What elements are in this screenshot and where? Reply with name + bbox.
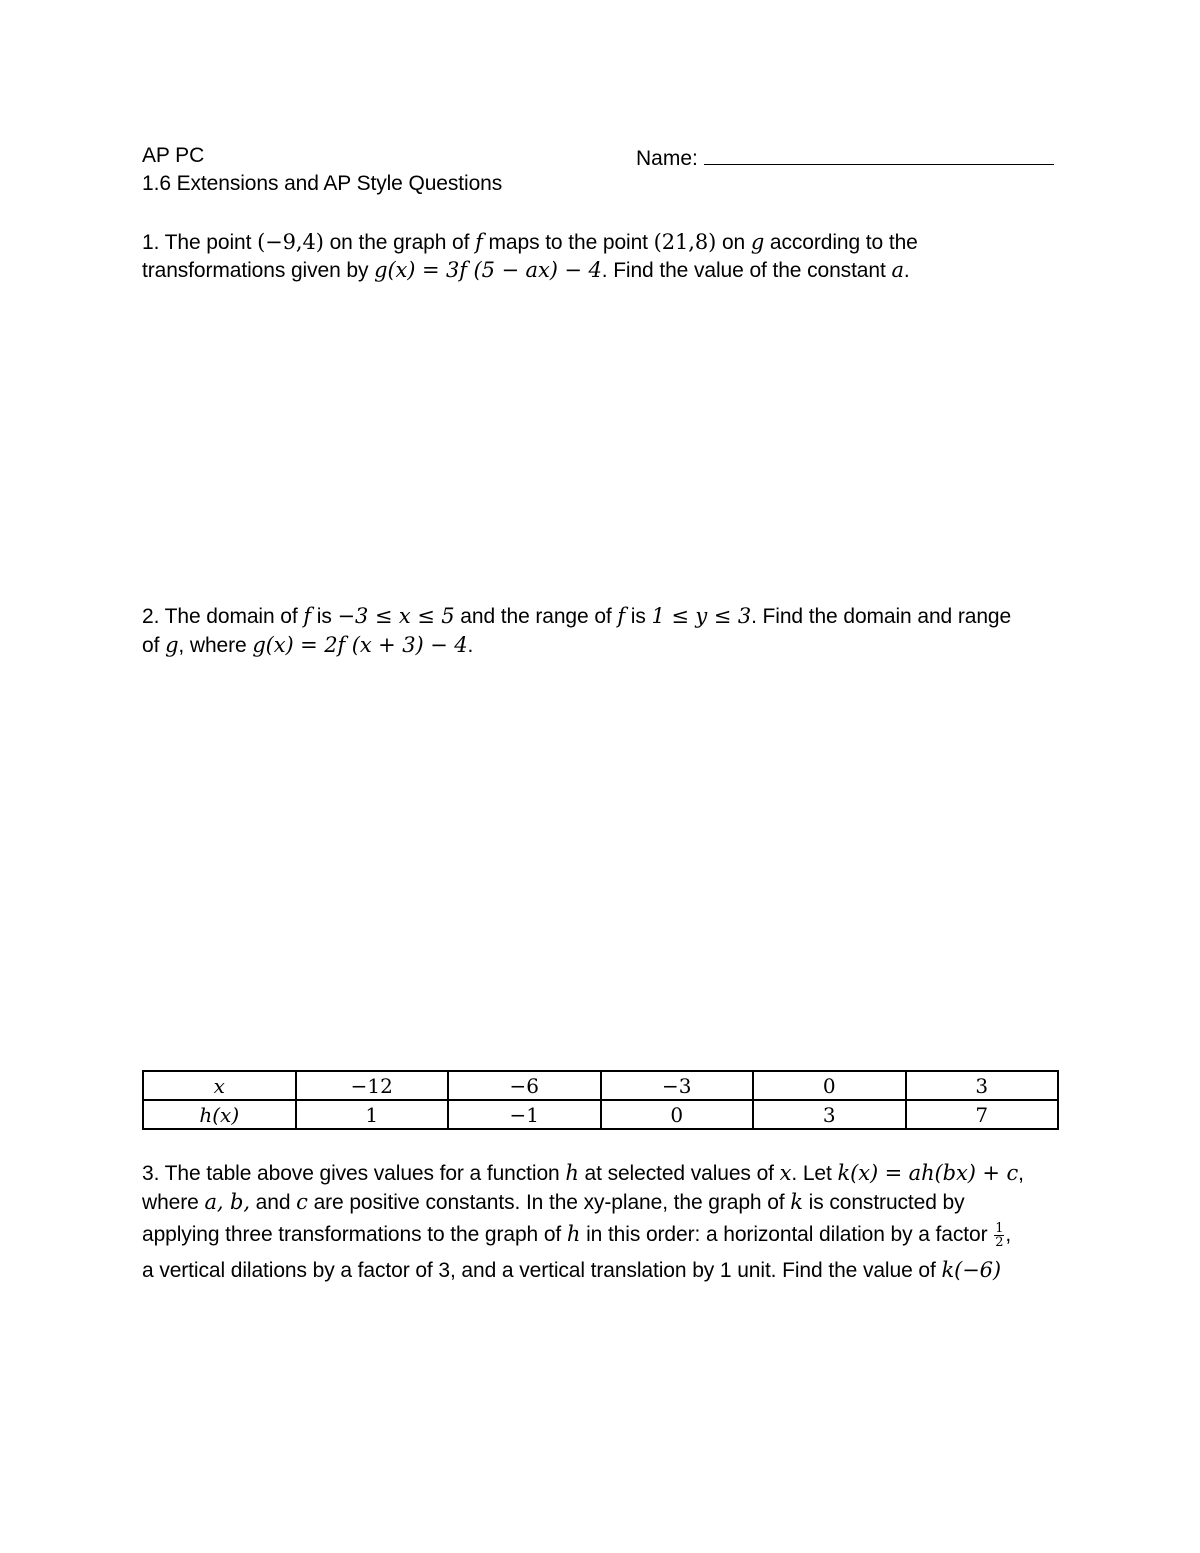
question-2-line-1: 2. The domain of f is −3 ≤ x ≤ 5 and the range of f is 1 ≤ y ≤ 3. Find the domain and range (142, 604, 1012, 628)
question-1-line-1: 1. The point (−9,4) on the graph of f maps to the point (21,8) on g according to the (142, 230, 918, 254)
question-1-line-2: transformations given by g(x) = 3f (5 − ax) − 4. Find the value of the constant a. (142, 258, 910, 282)
table-cell: −6 (448, 1071, 601, 1100)
worksheet-subtitle: 1.6 Extensions and AP Style Questions (142, 172, 503, 195)
question-2-line-2: of g, where g(x) = 2f (x + 3) − 4. (142, 633, 474, 657)
table-cell: 1 (296, 1100, 449, 1129)
q1-equation: g(x) = 3f (5 − ax) − 4 (374, 258, 602, 282)
question-3-line-4: a vertical dilations by a factor of 3, and a vertical translation by 1 unit. Find the value of k(−6) (142, 1258, 1002, 1282)
function-values-table (142, 1070, 1059, 1130)
table-cell: −1 (448, 1100, 601, 1129)
q2-equation: g(x) = 2f (x + 3) − 4 (252, 633, 468, 657)
table-cell: 7 (906, 1100, 1059, 1129)
question-3-line-2: where a, b, and c are positive constants. In the xy-plane, the graph of k is constructed by (142, 1190, 965, 1214)
q3-target-value: k(−6) (941, 1258, 1002, 1282)
table-cell: x (143, 1071, 296, 1100)
q3-equation: k(x) = ah(bx) + c (837, 1161, 1019, 1185)
q1-point-f: (−9,4) (257, 230, 324, 254)
table-cell: h(x) (143, 1100, 296, 1129)
q2-domain: −3 ≤ x ≤ 5 (337, 604, 455, 628)
table-cell: 0 (753, 1071, 906, 1100)
table-cell: −3 (601, 1071, 754, 1100)
one-half-fraction: $\frac{1}{2}$ (995, 1220, 1004, 1250)
table-cell: 3 (753, 1100, 906, 1129)
table-row (143, 1071, 1058, 1100)
q2-range: 1 ≤ y ≤ 3 (651, 604, 752, 628)
name-field[interactable] (636, 142, 1054, 173)
table-row (143, 1100, 1058, 1129)
name-blank-line[interactable] (704, 142, 1054, 165)
table-cell: −12 (296, 1071, 449, 1100)
course-label: AP PC (142, 144, 205, 167)
table-cell: 0 (601, 1100, 754, 1129)
question-3-line-1: 3. The table above gives values for a function h at selected values of x. Let k(x) = ah(bx) + c, (142, 1161, 1024, 1185)
question-3-line-3: applying three transformations to the graph of h in this order: a horizontal dilation by a factor $\frac{1}{2}$ , (142, 1220, 1012, 1250)
table-cell: 3 (906, 1071, 1059, 1100)
q1-point-g: (21,8) (653, 230, 717, 254)
name-label: Name: (636, 147, 698, 170)
